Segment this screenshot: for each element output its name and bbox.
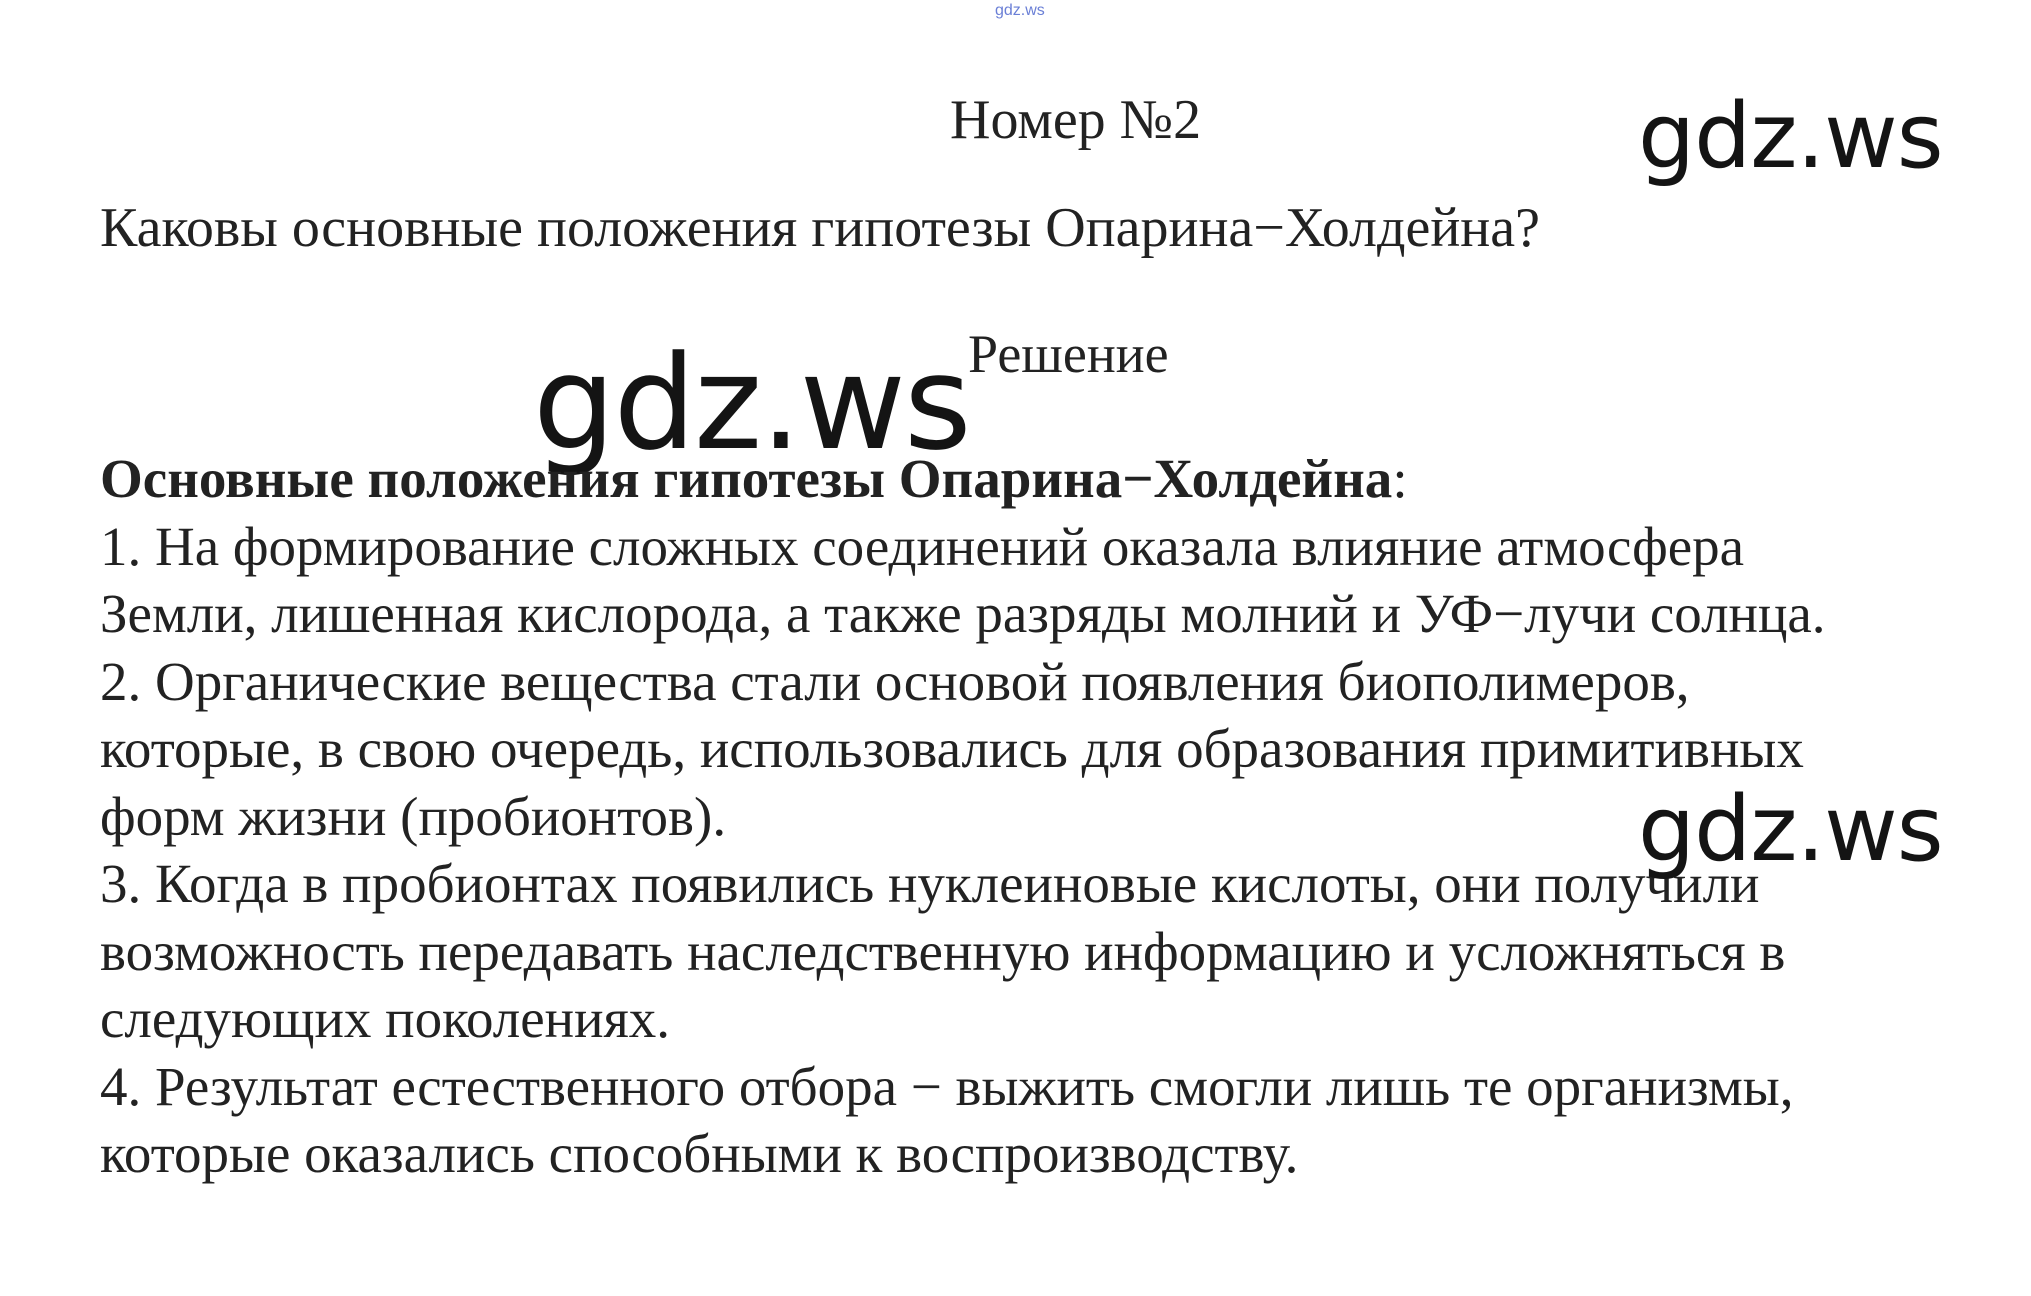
watermark-top-right: gdz.ws: [1638, 84, 1943, 189]
answer-line: которые оказались способными к воспроизводству.: [100, 1123, 1299, 1184]
answer-title: [100, 445, 2000, 513]
watermark-tiny: gdz.ws: [995, 2, 1045, 19]
watermark-mid-right: gdz.ws: [1638, 777, 1943, 882]
question-text: Каковы основные положения гипотезы Опарина−Холдейна?: [100, 197, 1540, 259]
answer-line: Земли, лишенная кислорода, а также разряды молний и УФ−лучи солнца.: [100, 583, 1826, 644]
solution-label: Решение: [968, 324, 1169, 384]
answer-line: 3. Когда в пробионтах появились нуклеиновые кислоты, они получили: [100, 853, 1760, 914]
answer-line: форм жизни (пробионтов).: [100, 785, 727, 847]
answer-line: 1. На формирование сложных соединений оказала влияние атмосфера: [100, 515, 1745, 577]
answer-line: 4. Результат естественного отбора − выжить смогли лишь те организмы,: [100, 1055, 1794, 1117]
answer-title-bold: Основные положения гипотезы Опарина−Холдейна: [100, 448, 1393, 509]
exercise-heading: Номер №2: [950, 89, 1202, 151]
answer-line: возможность передавать наследственную информацию и усложняться в: [100, 920, 1786, 982]
answer-line: 2. Органические вещества стали основой появления биополимеров,: [100, 650, 1690, 712]
answer-line: которые, в свою очередь, использовались для образования примитивных: [100, 718, 1804, 779]
answer-title-colon: :: [1392, 448, 1408, 509]
watermark-center: gdz.ws: [533, 327, 970, 479]
answer-line: следующих поколениях.: [100, 988, 671, 1049]
